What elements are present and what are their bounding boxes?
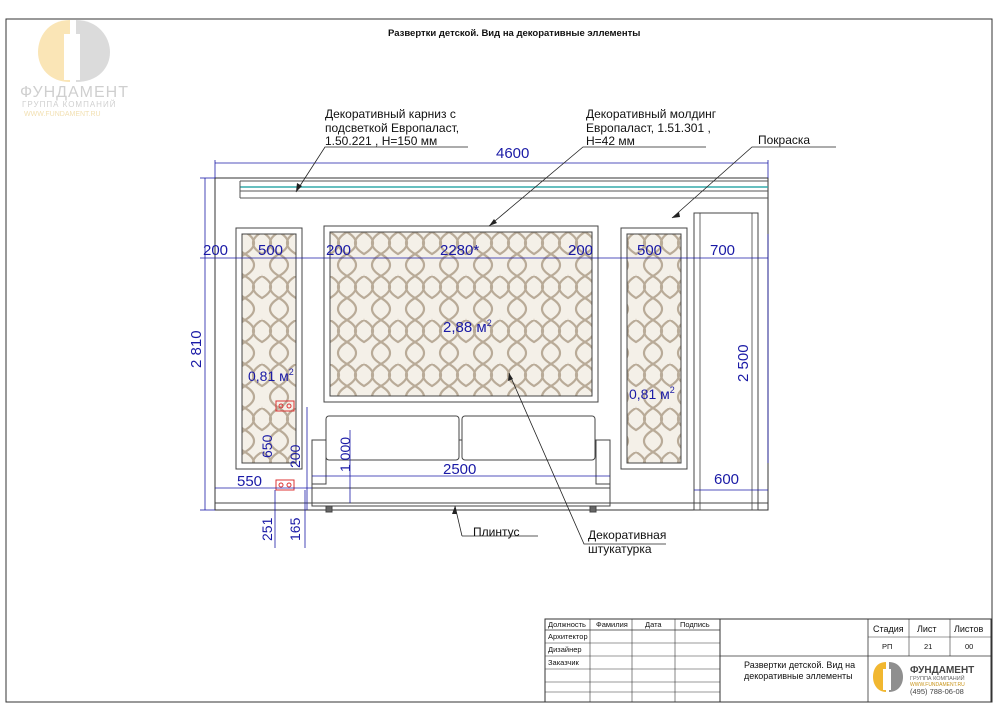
annotation-plaster: Декоративная штукатурка <box>588 528 667 556</box>
annotation-plinth: Плинтус <box>473 525 520 539</box>
tb-header-position: Должность <box>548 620 586 629</box>
dim-total-height: 2 810 <box>188 330 205 368</box>
tb-sheet-value: 21 <box>924 642 933 651</box>
area-left: 0,81 $м^2$ <box>248 367 294 384</box>
area-center: 2,88 $м^2$ <box>443 318 492 336</box>
dim-gap-right: 200 <box>568 242 594 259</box>
title-block <box>545 619 991 702</box>
dim-center-panel: 2280* <box>440 242 480 259</box>
tb-sheets-value: 00 <box>965 642 974 651</box>
socket-lower-icon <box>276 480 294 490</box>
dim-1000: 1 000 <box>337 436 353 472</box>
dim-600: 600 <box>714 471 740 488</box>
tb-sheet-label: Лист <box>917 624 937 634</box>
tb-phone: (495) 788-06-08 <box>910 687 964 696</box>
tb-role-designer: Дизайнер <box>548 645 582 654</box>
tb-logo-url: WWW.FUNDAMENT.RU <box>910 682 965 688</box>
tb-logo-name: ФУНДАМЕНТ <box>910 665 975 676</box>
dim-left-margin: 200 <box>203 242 229 259</box>
tb-header-date: Дата <box>645 620 662 629</box>
tb-role-client: Заказчик <box>548 658 579 667</box>
annotation-paint: Покраска <box>758 133 811 147</box>
tb-stage-label: Стадия <box>873 624 904 634</box>
tb-sheets-label: Листов <box>954 624 984 634</box>
tb-header-signature: Подпись <box>680 620 710 629</box>
tb-header-name: Фамилия <box>596 620 628 629</box>
dim-165: 165 <box>287 517 303 541</box>
annotation-molding: Декоративный молдинг Европаласт, 1.51.301 , Н=42 мм <box>586 107 717 148</box>
tb-stage-value: РП <box>882 642 893 651</box>
dim-total-width: 4600 <box>496 145 530 162</box>
dim-gap-left: 200 <box>326 242 352 259</box>
cornice <box>240 181 768 198</box>
dim-panel-height: 2 500 <box>735 344 752 382</box>
logo-name: ФУНДАМЕНТ <box>20 84 129 101</box>
annotation-cornice: Декоративный карниз с подсветкой Европаласт, 1.50.221 , Н=150 мм <box>325 107 460 148</box>
dim-right-panel: 500 <box>637 242 663 259</box>
page-title: Развертки детской. Вид на декоративные эллементы <box>388 28 641 39</box>
dim-251: 251 <box>259 517 275 541</box>
right-panel-plaster <box>627 234 681 463</box>
dim-200: 200 <box>287 444 303 468</box>
dim-550: 550 <box>237 473 263 490</box>
tb-logo-sub: ГРУППА КОМПАНИЙ <box>910 676 965 682</box>
dim-cabinet: 700 <box>710 242 736 259</box>
logo-url: WWW.FUNDAMENT.RU <box>24 111 101 118</box>
dim-2500: 2500 <box>443 461 477 478</box>
area-right: 0,81 $м^2$ <box>629 385 675 402</box>
tb-role-architect: Архитектор <box>548 632 588 641</box>
logo-sub: ГРУППА КОМПАНИЙ <box>22 100 117 109</box>
left-panel-plaster <box>242 234 296 463</box>
dim-650: 650 <box>259 434 275 458</box>
dim-left-panel: 500 <box>258 242 284 259</box>
tb-description: Развертки детской. Вид на декоративные эллементы <box>744 660 856 681</box>
logo-top <box>20 20 129 118</box>
